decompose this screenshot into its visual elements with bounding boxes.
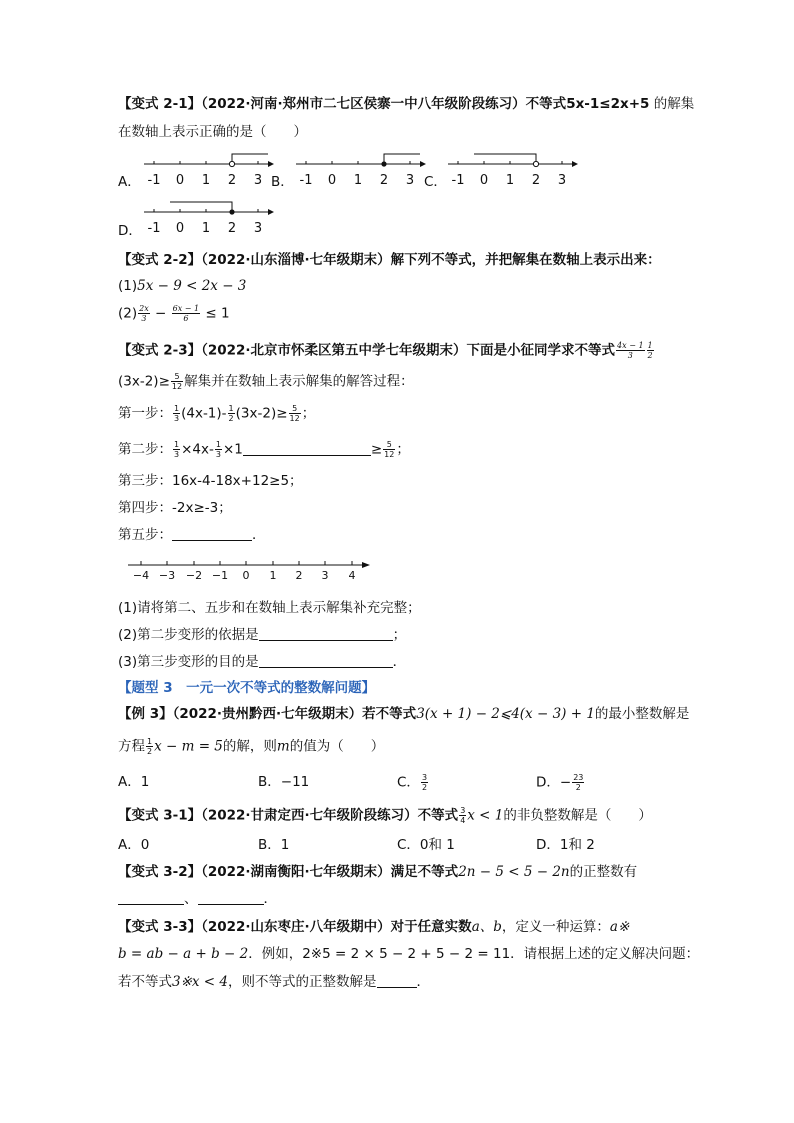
v32-tag: 【变式 3-2】 xyxy=(118,864,202,880)
step-label: 第三步： xyxy=(118,473,172,489)
semicolon: ； xyxy=(301,405,316,422)
v31-line1 xyxy=(118,806,652,825)
v21-number-line-c[interactable] xyxy=(444,150,579,190)
period: ． xyxy=(392,654,407,670)
step-expression: (4x-1)- xyxy=(181,405,227,422)
step-expression: ×4x- xyxy=(181,441,214,458)
fraction: $\frac{1}{3}$ xyxy=(215,440,221,459)
ex3-option-a[interactable]: A．1 xyxy=(118,774,150,790)
fraction: $\frac{5}{12}$ xyxy=(171,372,183,391)
v31-tag: 【变式 3-1】 xyxy=(118,807,202,824)
tick-label: -1 xyxy=(299,173,313,188)
separator: 、 xyxy=(184,891,198,907)
v21-number-line-a[interactable] xyxy=(140,150,275,190)
v21-tail: 的解集 xyxy=(653,96,695,112)
v22-part2-number: (2) xyxy=(118,305,138,322)
step-label: 第五步： xyxy=(118,527,172,543)
v21-line2: 在数轴上表示正确的是（ ） xyxy=(118,124,307,140)
fraction: $\frac{23}{2}$ xyxy=(573,773,584,792)
fraction: $\frac{2x}{3}$ xyxy=(139,304,149,323)
v23-step1 xyxy=(118,404,315,423)
tick-label: −1 xyxy=(211,569,229,582)
tick-label: 1 xyxy=(505,173,515,188)
v31-option-a[interactable]: A．0 xyxy=(118,837,150,853)
tick-label: −2 xyxy=(185,569,203,582)
v32-source: （2022·湖南衡阳·七年级期末）满足不等式 xyxy=(201,864,459,880)
ex3-source: （2022·贵州黔西·七年级期末）若不等式 xyxy=(172,706,417,722)
step-expression: -2x≥-3； xyxy=(172,500,232,516)
v32-blank-1[interactable] xyxy=(118,890,184,905)
tick-label: 3 xyxy=(321,569,329,582)
tick-label: 2 xyxy=(379,173,389,188)
tick-label: 4 xyxy=(348,569,356,582)
v33-line2 xyxy=(118,945,699,963)
fraction: $\frac{3}{4}$ xyxy=(460,806,466,825)
v31-option-d[interactable]: D．1和 2 xyxy=(536,837,595,853)
tick-label: 3 xyxy=(253,221,263,236)
v33-inequality: 3※x < 4 xyxy=(172,974,228,990)
v23-line2-suffix: 解集并在数轴上表示解集的解答过程： xyxy=(184,373,414,390)
v22-part1 xyxy=(118,277,246,295)
v33-tail: ，定义一种运算： xyxy=(501,919,610,935)
v23-source: （2022·北京市怀柔区第五中学七年级期末）下面是小征同学求不等式 xyxy=(201,342,616,359)
v33-blank[interactable] xyxy=(377,973,417,988)
period: ． xyxy=(252,527,266,543)
tick-label: 2 xyxy=(227,221,237,236)
v33-vars: a、b xyxy=(471,919,502,935)
v21-tag: 【变式 2-1】 xyxy=(118,96,202,112)
ex3-line1 xyxy=(118,705,689,723)
fraction: $\frac{6x - 1}{6}$ xyxy=(172,304,200,323)
v31-source: （2022·甘肃定西·七年级阶段练习）不等式 xyxy=(201,807,459,824)
v23-step2 xyxy=(118,440,410,459)
v21-number-line-b[interactable] xyxy=(292,150,427,190)
tick-label: 1 xyxy=(353,173,363,188)
v22-part1-number: (1) xyxy=(118,278,138,294)
fraction: $\frac{1}{2}$ xyxy=(147,737,153,756)
tick-label: 1 xyxy=(201,221,211,236)
v23-step3 xyxy=(118,472,303,490)
tick-label: 0 xyxy=(479,173,489,188)
v31-inequality: x < 1 xyxy=(467,807,504,824)
fraction: $\frac{1}{2}$ xyxy=(228,404,234,423)
minus-sign: − xyxy=(155,305,167,322)
ex3-line2-prefix: 方程 xyxy=(118,738,145,755)
tick-label: -1 xyxy=(147,221,161,236)
tick-label: −4 xyxy=(132,569,150,582)
v22-tag: 【变式 2-2】 xyxy=(118,252,202,268)
tick-label: −3 xyxy=(158,569,176,582)
fraction: $\frac{4x - 1}{3}$ xyxy=(617,341,644,360)
v22-part2 xyxy=(118,304,230,323)
option-label: C． xyxy=(397,774,420,791)
option-label: D．− xyxy=(536,774,572,791)
v22-part1-expression: 5x − 9 < 2x − 3 xyxy=(137,278,247,294)
step5-blank[interactable] xyxy=(172,526,252,541)
v23-step5 xyxy=(118,526,266,544)
fraction: $\frac{1}{2}$ xyxy=(647,341,653,360)
v33-op: a※ xyxy=(609,919,630,935)
ex3-tag: 【例 3】 xyxy=(118,706,173,722)
v23-number-line[interactable] xyxy=(124,557,374,583)
step-expression: ≥ xyxy=(370,441,383,458)
v23-step4 xyxy=(118,499,232,517)
v21-option-a-label[interactable]: A． xyxy=(118,174,141,190)
tick-label: 2 xyxy=(531,173,541,188)
step-label: 第二步： xyxy=(118,441,172,458)
v23-question3 xyxy=(118,653,406,671)
v33-line1 xyxy=(118,918,629,936)
tick-label: 2 xyxy=(227,173,237,188)
tick-label: 3 xyxy=(253,173,263,188)
v33-source: （2022·山东枣庄·八年级期中）对于任意实数 xyxy=(201,919,472,935)
v22-source: （2022·山东淄博·七年级期末）解下列不等式，并把解集在数轴上表示出来： xyxy=(201,252,661,268)
step-expression: ×1 xyxy=(222,441,243,458)
v32-blank-2[interactable] xyxy=(198,890,264,905)
v32-line2 xyxy=(118,890,277,908)
ex3-variable: m xyxy=(276,738,290,755)
question-text: (3)第三步变形的目的是 xyxy=(118,654,259,670)
v21-option-b-label[interactable]: B． xyxy=(271,174,294,190)
tick-label: -1 xyxy=(147,173,161,188)
v23-line2 xyxy=(118,372,414,391)
question-text: (2)第二步变形的依据是 xyxy=(118,627,259,643)
v32-line1 xyxy=(118,863,637,881)
fraction: $\frac{3}{2}$ xyxy=(421,773,428,792)
v23-line1 xyxy=(118,341,655,360)
tick-label: 0 xyxy=(242,569,250,582)
ex3-line2 xyxy=(118,737,384,756)
v23-question1: (1)请将第二、五步和在数轴上表示解集补充完整； xyxy=(118,600,421,616)
tick-label: 0 xyxy=(175,221,185,236)
fraction: $\frac{5}{12}$ xyxy=(289,404,300,423)
v33-line3 xyxy=(118,973,430,991)
v31-tail: 的非负整数解是（ ） xyxy=(503,807,652,824)
ex3-line2-text: 的解，则 xyxy=(222,738,277,755)
tick-label: 3 xyxy=(405,173,415,188)
tick-label: 0 xyxy=(327,173,337,188)
v33-line3-prefix: 若不等式 xyxy=(118,974,172,990)
section-title: 【题型 3 一元一次不等式的整数解问题】 xyxy=(118,680,376,696)
v32-inequality: 2n − 5 < 5 − 2n xyxy=(458,864,570,880)
tick-label: 2 xyxy=(295,569,303,582)
period: ． xyxy=(416,974,430,990)
step-expression: (3x-2)≥ xyxy=(235,405,288,422)
semicolon: ； xyxy=(392,627,407,643)
q3-blank[interactable] xyxy=(259,653,393,668)
ex3-line2-end: 的值为（ ） xyxy=(289,738,385,755)
v33-line3-text: ，则不等式的正整数解是 xyxy=(228,974,377,990)
v23-tag: 【变式 2-3】 xyxy=(118,342,202,359)
ex3-equation: x − m = 5 xyxy=(154,738,223,755)
v21-source: （2022·河南·郑州市二七区侯寨一中八年级阶段练习）不等式 xyxy=(201,96,567,112)
step-label: 第四步： xyxy=(118,500,172,516)
v31-option-b[interactable]: B．1 xyxy=(258,837,290,853)
tick-label: 1 xyxy=(269,569,277,582)
ex3-option-b[interactable]: B．−11 xyxy=(258,774,310,790)
tick-label: 3 xyxy=(557,173,567,188)
ex3-option-d[interactable] xyxy=(536,773,585,792)
fraction: $\frac{5}{12}$ xyxy=(384,440,395,459)
v21-option-d-label[interactable]: D． xyxy=(118,223,142,239)
v31-option-c[interactable]: C．0和 1 xyxy=(397,837,455,853)
step-label: 第一步： xyxy=(118,405,172,422)
period: ． xyxy=(263,891,277,907)
semicolon: ； xyxy=(396,441,410,458)
v23-line2-prefix: (3x-2)≥ xyxy=(118,373,170,390)
v23-question2 xyxy=(118,626,406,644)
fraction: $\frac{1}{3}$ xyxy=(174,404,180,423)
q2-blank[interactable] xyxy=(259,626,393,641)
v32-tail: 的正整数有 xyxy=(569,864,638,880)
tick-label: 0 xyxy=(175,173,185,188)
v33-tag: 【变式 3-3】 xyxy=(118,919,202,935)
fraction: $\frac{1}{3}$ xyxy=(174,440,180,459)
v21-option-c-label[interactable]: C． xyxy=(424,174,447,190)
v33-example: ．例如，2※5 = 2 × 5 − 2 + 5 − 2 = 11．请根据上述的定义解决问题： xyxy=(248,946,700,962)
v22-line1 xyxy=(118,251,661,269)
tick-label: -1 xyxy=(451,173,465,188)
ex3-tail: 的最小整数解是 xyxy=(594,706,690,722)
step2-blank[interactable] xyxy=(243,441,371,456)
ex3-option-c[interactable] xyxy=(397,773,429,792)
v21-line1 xyxy=(118,95,694,113)
v21-number-line-d[interactable] xyxy=(140,198,275,238)
v22-part2-tail: ≤ 1 xyxy=(205,305,230,322)
v21-inequality: 5x-1≤2x+5 xyxy=(566,96,650,112)
tick-label: 1 xyxy=(201,173,211,188)
v33-definition: b = ab − a + b − 2 xyxy=(118,946,249,962)
ex3-inequality: 3(x + 1) − 2⩽4(x − 3) + 1 xyxy=(416,706,595,722)
step-expression: 16x-4-18x+12≥5； xyxy=(172,473,303,489)
